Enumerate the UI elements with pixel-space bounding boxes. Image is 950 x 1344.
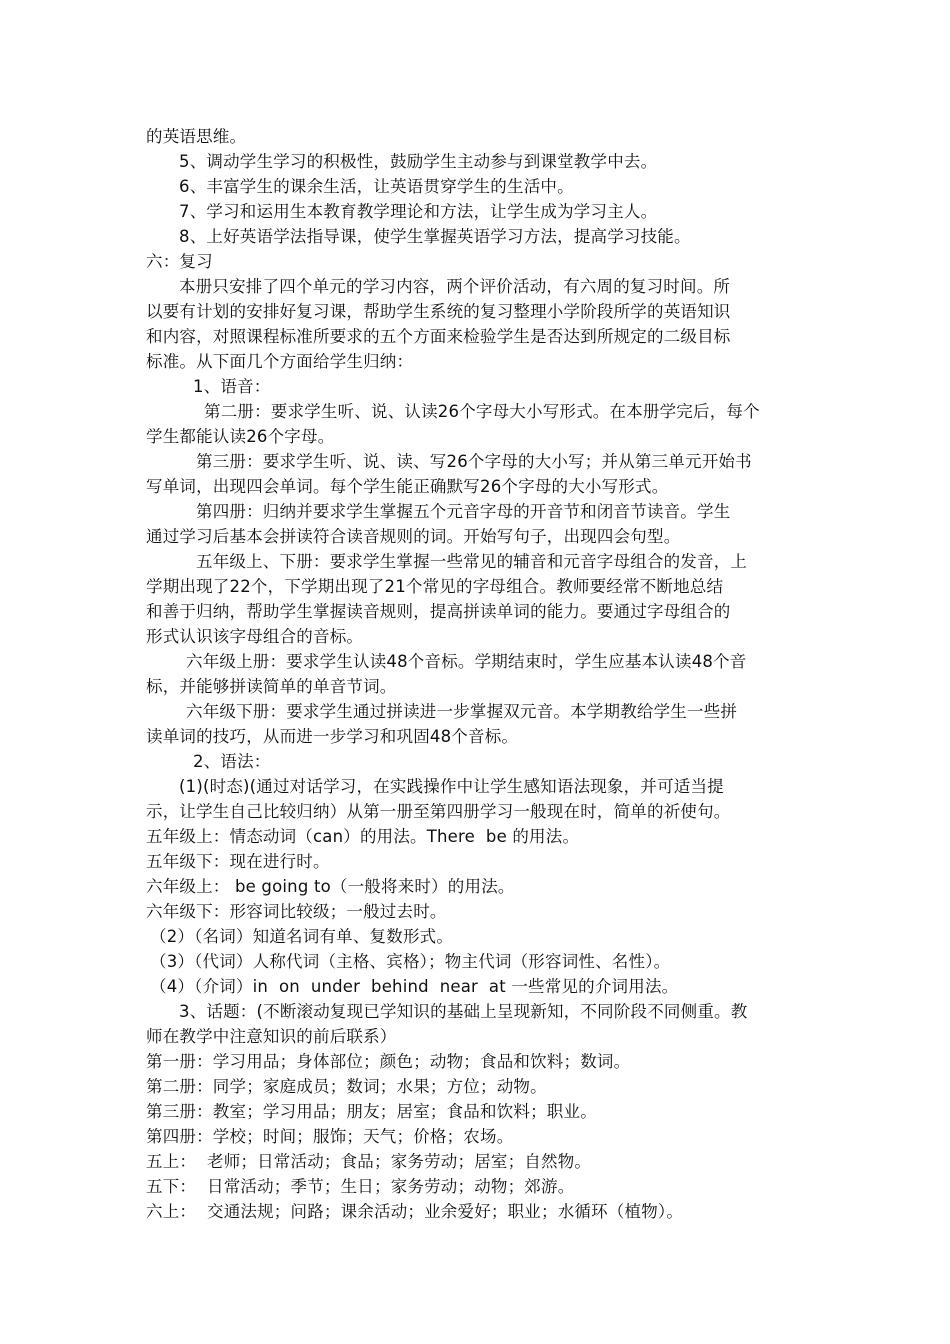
text-line: 和内容，对照课程标准所要求的五个方面来检验学生是否达到所规定的二级目标	[146, 327, 731, 346]
text-line: 第三册：要求学生听、说、读、写26个字母的大小写；并从第三单元开始书	[196, 452, 752, 471]
text-line: 形式认识该字母组合的音标。	[146, 627, 364, 646]
subsection-heading: 1、语音：	[193, 377, 271, 396]
text-line: 五下： 日常活动；季节；生日；家务劳动；动物；郊游。	[146, 1177, 575, 1196]
text-line: 通过学习后基本会拼读符合读音规则的词。开始写句子，出现四会句型。	[146, 527, 681, 546]
text-line: 六年级下册：要求学生通过拼读进一步掌握双元音。本学期教给学生一些拼	[186, 702, 738, 721]
text-line: 六年级下：形容词比较级；一般过去时。	[146, 902, 447, 921]
text-line: 学生都能认读26个字母。	[146, 427, 335, 446]
subsection-heading: 2、语法：	[193, 752, 271, 771]
list-item: 7、学习和运用生本教育教学理论和方法，让学生成为学习主人。	[179, 202, 658, 221]
text-line: 标，并能够拼读简单的单音节词。	[146, 677, 397, 696]
text-line: （4）（介词）in on under behind near at 一些常见的介词用法。	[150, 977, 679, 996]
list-item: 8、上好英语学法指导课，使学生掌握英语学习方法，提高学习技能。	[179, 227, 691, 246]
list-item: 5、调动学生学习的积极性，鼓励学生主动参与到课堂教学中去。	[179, 152, 658, 171]
text-line: 以要有计划的安排好复习课，帮助学生系统的复习整理小学阶段所学的英语知识	[146, 302, 731, 321]
text-line: 的英语思维。	[146, 127, 247, 146]
text-line: (1)(时态)(通过对话学习，在实践操作中让学生感知语法现象，并可适当提	[179, 777, 724, 796]
text-line: （2）（名词）知道名词有单、复数形式。	[150, 927, 454, 946]
text-line: 读单词的技巧，从而进一步学习和巩固48个音标。	[146, 727, 519, 746]
text-line: 第二册：要求学生听、说、认读26个字母大小写形式。在本册学完后，每个	[204, 402, 760, 421]
text-line: 师在教学中注意知识的前后联系）	[146, 1027, 397, 1046]
text-line: （3）（代词）人称代词（主格、宾格）；物主代词（形容词性、名性）。	[150, 952, 671, 971]
text-line: 五年级上、下册：要求学生掌握一些常见的辅音和元音字母组合的发音，上	[196, 552, 748, 571]
text-line: 五年级下：现在进行时。	[146, 852, 330, 871]
text-line: 五年级上：情态动词（can）的用法。There be 的用法。	[146, 827, 580, 846]
section-heading: 六：复习	[146, 252, 213, 271]
text-line: 第四册：归纳并要求学生掌握五个元音字母的开音节和闭音节读音。学生	[196, 502, 731, 521]
text-line: 标准。从下面几个方面给学生归纳：	[146, 352, 414, 371]
text-line: 第三册：教室；学习用品；朋友；居室；食品和饮料；职业。	[146, 1102, 597, 1121]
text-line: 六年级上： be going to（一般将来时）的用法。	[146, 877, 515, 896]
text-line: 第一册：学习用品；身体部位；颜色；动物；食品和饮料；数词。	[146, 1052, 631, 1071]
subsection-heading: 3、话题：(不断滚动复现已学知识的基础上呈现新知，不同阶段不同侧重。教	[179, 1002, 748, 1021]
document-body	[146, 124, 814, 1224]
text-line: 第二册：同学；家庭成员；数词；水果；方位；动物。	[146, 1077, 547, 1096]
text-line: 第四册：学校；时间；服饰；天气；价格；农场。	[146, 1127, 514, 1146]
text-line: 和善于归纳，帮助学生掌握读音规则，提高拼读单词的能力。要通过字母组合的	[146, 602, 731, 621]
text-line: 学期出现了22个，下学期出现了21个常见的字母组合。教师要经常不断地总结	[146, 577, 724, 596]
text-line: 六上： 交通法规；问路；课余活动；业余爱好；职业；水循环（植物）。	[146, 1202, 684, 1221]
text-line: 本册只安排了四个单元的学习内容，两个评价活动，有六周的复习时间。所	[179, 277, 731, 296]
list-item: 6、丰富学生的课余生活，让英语贯穿学生的生活中。	[179, 177, 574, 196]
text-line: 写单词，出现四会单词。每个学生能正确默写26个字母的大小写形式。	[146, 477, 669, 496]
text-line: 示，让学生自己比较归纳）从第一册至第四册学习一般现在时，简单的祈使句。	[146, 802, 731, 821]
text-line: 六年级上册：要求学生认读48个音标。学期结束时，学生应基本认读48个音	[186, 652, 747, 671]
text-line: 五上： 老师；日常活动；食品；家务劳动；居室；自然物。	[146, 1152, 592, 1171]
